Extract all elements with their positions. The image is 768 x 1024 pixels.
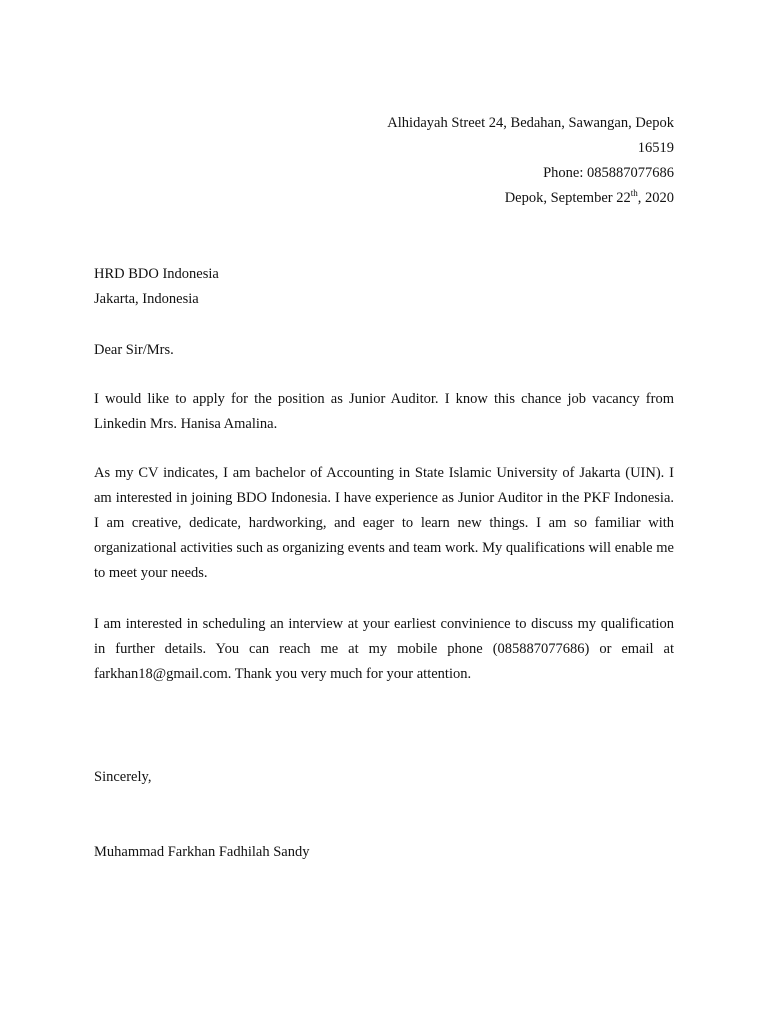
salutation: Dear Sir/Mrs. bbox=[94, 342, 174, 358]
body-paragraph-3: I am interested in scheduling an interview at your earliest convinience to discuss my qualification in further details. You can reach me at my mobile phone (085887077686) or email at farkhan18@gmail.com. Thank you very much for your attention. bbox=[94, 616, 674, 682]
sender-postal-code: 16519 bbox=[637, 140, 674, 156]
recipient-location: Jakarta, Indonesia bbox=[94, 291, 199, 307]
sender-block bbox=[254, 111, 674, 211]
recipient-block bbox=[94, 262, 219, 312]
closing: Sincerely, bbox=[94, 769, 152, 785]
body-paragraph-1: I would like to apply for the position as Junior Auditor. I know this chance job vacancy from Linkedin Mrs. Hanisa Amalina. bbox=[94, 391, 674, 432]
recipient-name: HRD BDO Indonesia bbox=[94, 266, 219, 282]
date-prefix: Depok, September 22 bbox=[504, 190, 631, 206]
body-paragraph-2: As my CV indicates, I am bachelor of Accounting in State Islamic University of Jakarta (UIN). I am interested in joining BDO Indonesia. I have experience as Junior Auditor in the PKF Indonesia. I am creative, dedicate, hardworking, and eager to learn new things. I am so familiar with organizational activities such as organizing events and team work. My qualifications will enable me to meet your needs. bbox=[94, 465, 674, 581]
sender-address: Alhidayah Street 24, Bedahan, Sawangan, Depok bbox=[387, 115, 674, 131]
date-year: , 2020 bbox=[637, 190, 674, 206]
letter-date bbox=[254, 186, 674, 211]
sender-phone: Phone: 085887077686 bbox=[543, 165, 674, 181]
signature-name: Muhammad Farkhan Fadhilah Sandy bbox=[94, 844, 310, 860]
date-ordinal-suffix: th bbox=[630, 188, 638, 199]
